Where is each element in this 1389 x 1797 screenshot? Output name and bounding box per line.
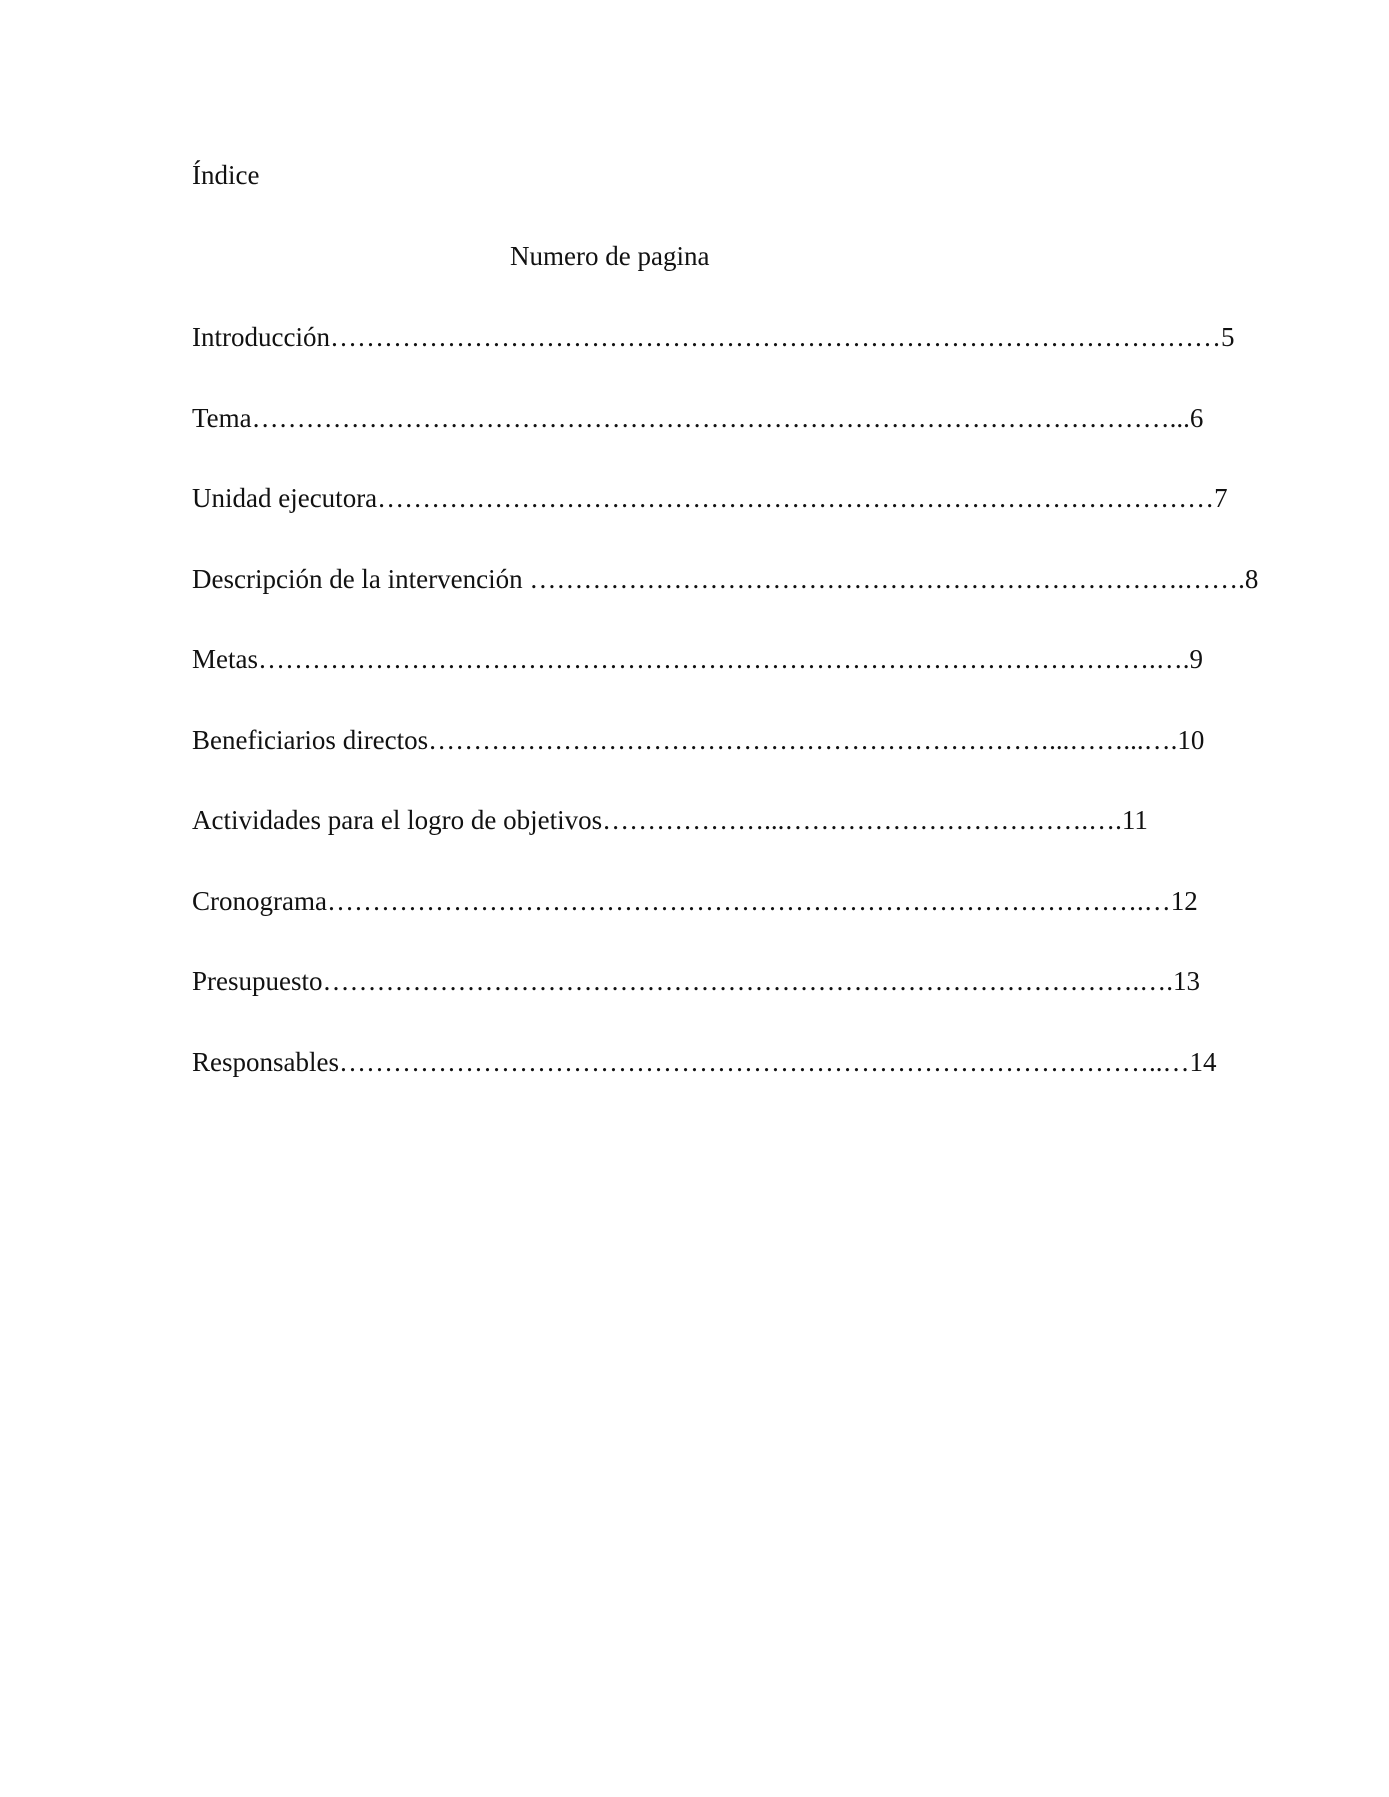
toc-entry-leader: ………………………………………………………………………………………….. bbox=[251, 402, 1184, 433]
toc-entry-page: 14 bbox=[1189, 1046, 1217, 1077]
toc-entry-unidad-ejecutora bbox=[192, 481, 1228, 562]
toc-entry-tema bbox=[192, 401, 1204, 482]
index-title: Índice bbox=[192, 160, 260, 190]
toc-entry-leader: ………………………………………………………………………………… bbox=[377, 483, 1215, 513]
toc-entry-page: .6 bbox=[1183, 402, 1204, 433]
toc-entry-metas bbox=[192, 642, 1203, 723]
toc-entry-beneficiarios bbox=[192, 723, 1205, 804]
toc-entry-presupuesto bbox=[192, 964, 1200, 1045]
toc-entry-leader: ……………………………………………………………………………………….… bbox=[257, 644, 1183, 674]
toc-entry-introduccion bbox=[192, 320, 1235, 401]
toc-entry-leader: ……………………………………………………………………………….… bbox=[326, 885, 1171, 916]
toc-entry-label: Introducción bbox=[192, 322, 330, 352]
toc-entry-page: 7 bbox=[1214, 483, 1228, 513]
toc-entry-leader: ……………………………………………………………………………….…. bbox=[322, 966, 1173, 996]
toc-entry-page: .9 bbox=[1182, 644, 1203, 674]
toc-entry-label: Beneficiarios directos bbox=[192, 724, 429, 755]
toc-entry-cronograma bbox=[192, 884, 1198, 965]
toc-entry-responsables bbox=[192, 1045, 1217, 1126]
toc-entry-label: Descripción de la intervención bbox=[192, 563, 530, 594]
toc-entry-page: .10 bbox=[1170, 724, 1205, 755]
toc-entry-label: Actividades para el logro de objetivos bbox=[192, 805, 603, 835]
toc-entry-label: Metas bbox=[192, 644, 258, 674]
page-number-heading: Numero de pagina bbox=[510, 241, 710, 271]
toc-entry-page: 12 bbox=[1170, 885, 1198, 916]
toc-entry-page: 5 bbox=[1220, 322, 1235, 352]
toc-entry-page: .8 bbox=[1238, 563, 1259, 594]
toc-entry-leader: ………………...…………………………….… bbox=[602, 805, 1116, 835]
toc-entry-label: Tema bbox=[192, 402, 252, 433]
toc-entry-actividades bbox=[192, 803, 1192, 884]
toc-entry-leader: ……………………………………………………………...……...… bbox=[428, 724, 1171, 755]
toc-entry-label: Responsables bbox=[192, 1046, 339, 1077]
table-of-contents bbox=[192, 320, 1259, 1125]
toc-entry-label: Presupuesto bbox=[192, 966, 323, 996]
toc-entry-label: Unidad ejecutora bbox=[192, 483, 378, 513]
toc-entry-leader: ……………………………………………………………………………………… bbox=[329, 322, 1221, 352]
toc-entry-page: .11 bbox=[1115, 805, 1148, 835]
toc-entry-leader: ………………………………………………………………………………..… bbox=[338, 1046, 1190, 1077]
toc-entry-descripcion bbox=[192, 562, 1259, 643]
toc-entry-page: 13 bbox=[1173, 966, 1200, 996]
toc-entry-leader: ……………………………………………………………….…… bbox=[529, 563, 1239, 594]
toc-entry-label: Cronograma bbox=[192, 885, 327, 916]
